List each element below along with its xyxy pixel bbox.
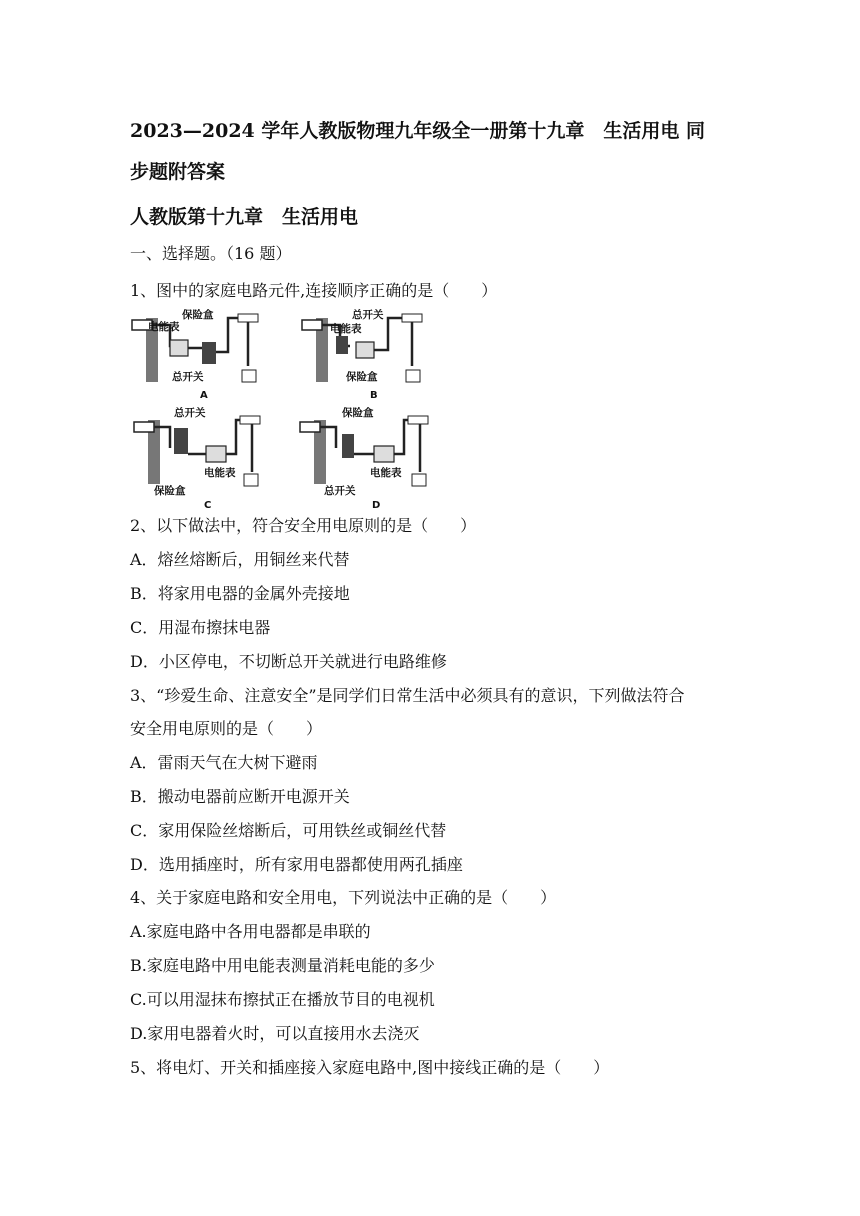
panel-a-caption: A <box>200 390 208 401</box>
question-2-option-a: A．熔丝熔断后，用铜丝来代替 <box>130 550 350 569</box>
chapter-heading: 人教版第十九章 生活用电 <box>130 206 359 228</box>
question-3-option-d: D．选用插座时，所有家用电器都使用两孔插座 <box>130 855 463 874</box>
document-title-line1: 2023—2024 学年人教版物理九年级全一册第十九章 生活用电 同 <box>130 120 705 142</box>
question-3-stem-line2: 安全用电原则的是（ ） <box>130 719 323 738</box>
document-title-line2: 步题附答案 <box>130 161 226 183</box>
question-4-option-a: A.家庭电路中各用电器都是串联的 <box>130 922 371 941</box>
panel-b-label-2: 电能表 <box>330 323 362 335</box>
panel-a <box>132 308 258 401</box>
circuit-diagram-figure <box>130 308 440 514</box>
panel-b-label-1: 总开关 <box>352 309 384 321</box>
question-4-option-c: C.可以用湿抹布擦拭正在播放节目的电视机 <box>130 990 435 1009</box>
question-3-stem-line1: 3、“珍爱生命、注意安全”是同学们日常生活中必须具有的意识，下列做法符合 <box>130 686 685 705</box>
panel-d-label-3: 总开关 <box>324 485 356 497</box>
panel-d-label-1: 保险盒 <box>342 407 374 419</box>
question-2-option-d: D．小区停电，不切断总开关就进行电路维修 <box>130 652 447 671</box>
question-3-option-c: C．家用保险丝熔断后，可用铁丝或铜丝代替 <box>130 821 447 840</box>
question-3-option-a: A．雷雨天气在大树下避雨 <box>130 753 318 772</box>
panel-c-label-2: 电能表 <box>204 467 236 479</box>
question-2-stem: 2、以下做法中，符合安全用电原则的是（ ） <box>130 516 477 535</box>
panel-c-label-3: 保险盒 <box>154 485 186 497</box>
panel-c <box>134 406 260 511</box>
panel-a-label-1: 保险盒 <box>182 309 214 321</box>
question-4-stem: 4、关于家庭电路和安全用电，下列说法中正确的是（ ） <box>130 888 557 907</box>
question-3-option-b: B．搬动电器前应断开电源开关 <box>130 787 350 806</box>
panel-c-caption: C <box>204 500 212 511</box>
panel-a-label-3: 总开关 <box>172 371 204 383</box>
question-5-stem: 5、将电灯、开关和插座接入家庭电路中,图中接线正确的是（ ） <box>130 1058 610 1077</box>
question-2-option-b: B．将家用电器的金属外壳接地 <box>130 584 350 603</box>
section-heading: 一、选择题。（16 题） <box>130 244 292 263</box>
question-4-option-d: D.家用电器着火时，可以直接用水去浇灭 <box>130 1024 420 1043</box>
question-4-option-b: B.家庭电路中用电能表测量消耗电能的多少 <box>130 956 435 975</box>
panel-d-caption: D <box>372 500 381 511</box>
panel-b <box>302 308 422 401</box>
panel-b-label-3: 保险盒 <box>346 371 378 383</box>
question-1-stem: 1、图中的家庭电路元件,连接顺序正确的是（ ） <box>130 281 498 300</box>
panel-c-label-1: 总开关 <box>174 407 206 419</box>
panel-d <box>300 406 428 511</box>
panel-b-caption: B <box>370 390 378 401</box>
panel-a-label-2: 电能表 <box>148 321 180 333</box>
panel-d-label-2: 电能表 <box>370 467 402 479</box>
question-1-figure <box>130 308 440 514</box>
question-2-option-c: C．用湿布擦抹电器 <box>130 618 271 637</box>
